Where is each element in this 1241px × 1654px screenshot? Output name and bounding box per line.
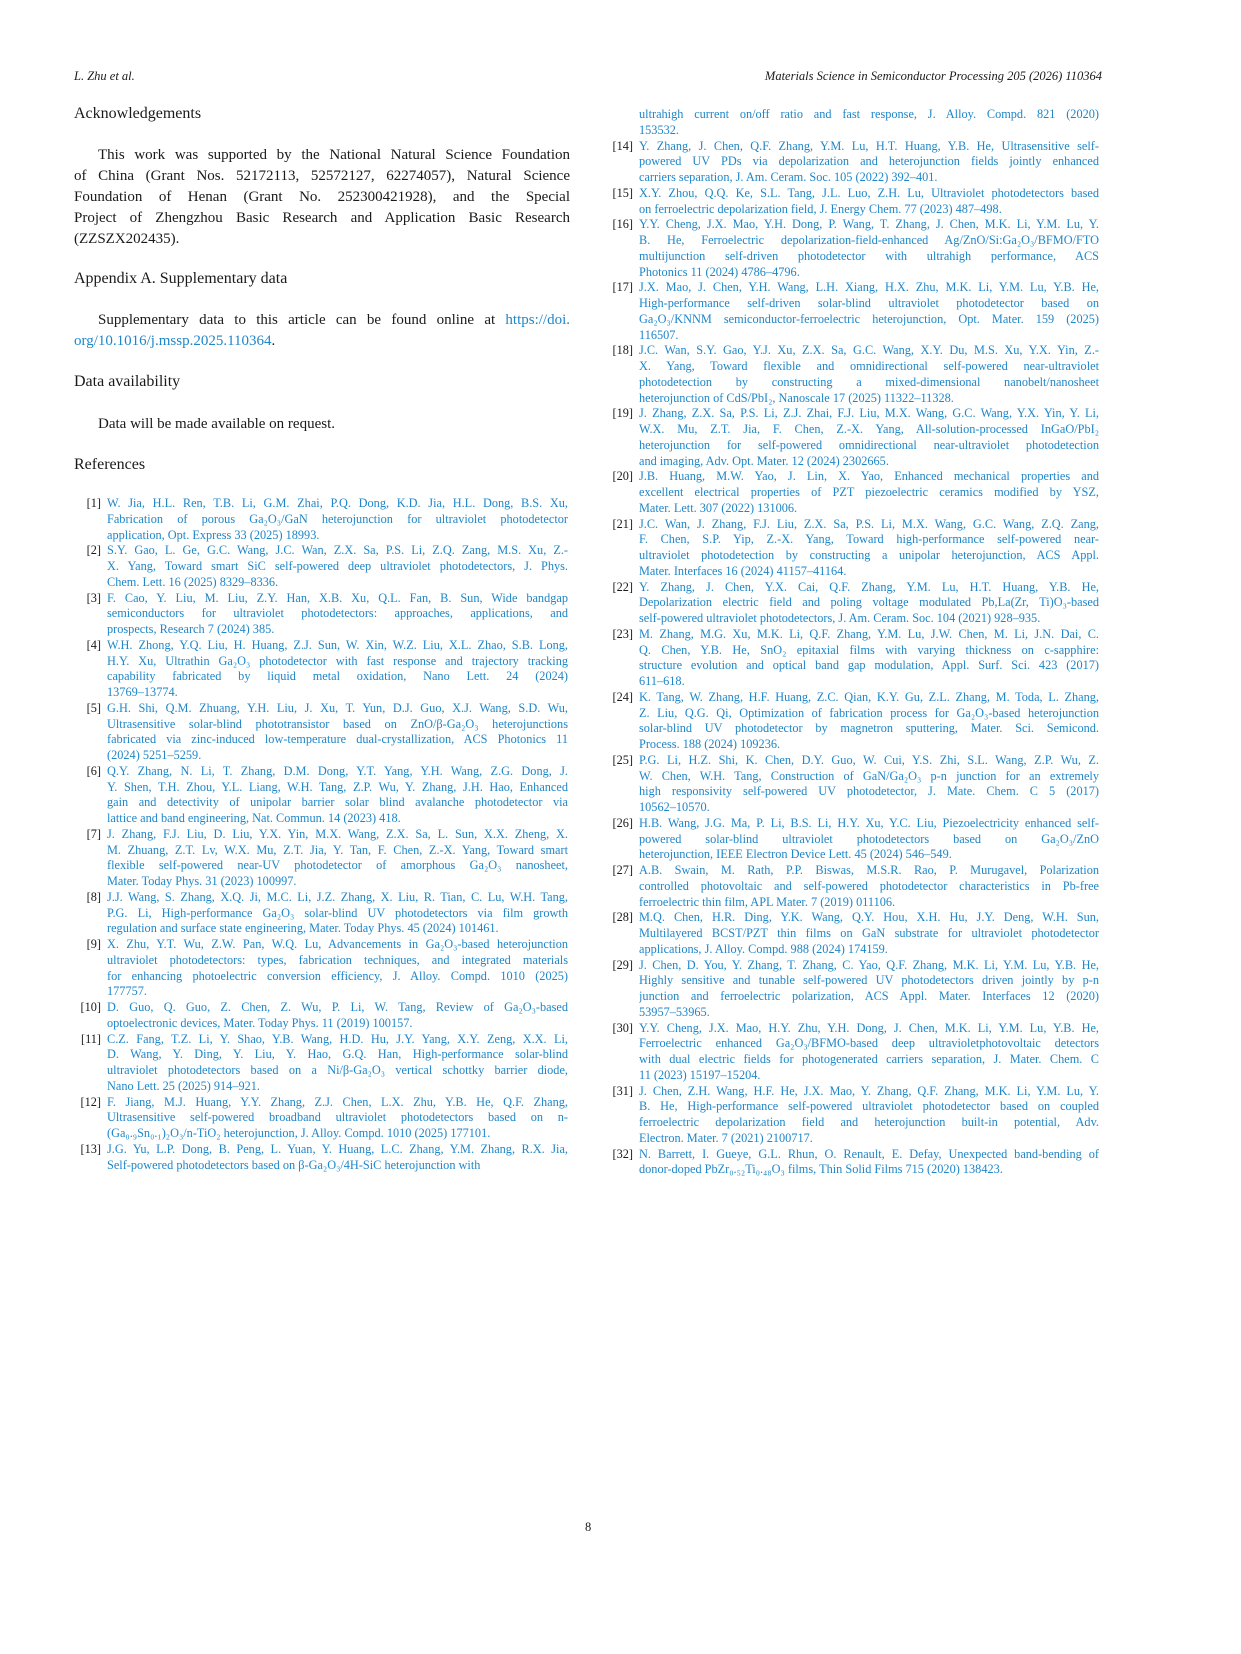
reference-line-link[interactable]: solar-blind UV photodetector by magnetron sputtering, Mater. Sci. Semicond. <box>639 721 1099 736</box>
reference-line-link[interactable]: S.Y. Gao, L. Ge, G.C. Wang, J.C. Wan, Z.X. Sa, P.S. Li, Z.Q. Zang, M.S. Xu, Z.- <box>107 543 568 558</box>
reference-line-link[interactable]: lattice and band engineering, Nat. Commun. 14 (2023) 418. <box>107 811 401 825</box>
reference-number: [2] <box>86 543 101 558</box>
reference-line-link[interactable]: F. Jiang, M.J. Huang, Y.Y. Zhang, Z.J. Chen, L.X. Zhu, Y.B. He, Q.F. Zhang, <box>107 1094 568 1109</box>
reference-line-link[interactable]: powered UV PDs via depolarization and heterojunction fields jointly enhanced <box>639 154 1099 169</box>
reference-line-link[interactable]: semiconductors for ultraviolet photodetectors: approaches, applications, and <box>107 606 568 621</box>
reference-item[interactable] <box>606 690 1099 753</box>
reference-line-link[interactable]: ultraviolet photodetectors: types, fabrication techniques, and integrated materials <box>107 952 568 967</box>
reference-line-link[interactable]: gain and detectivity of unipolar barrier solar blind avalanche photodetector via <box>107 795 568 810</box>
reference-line-link[interactable]: Ferroelectric enhanced Ga₂O₃/BFMO-based deep ultravioletphotovoltaic detectors <box>639 1036 1099 1051</box>
reference-line-link[interactable]: Mater. Interfaces 16 (2024) 41157–41164. <box>639 563 847 578</box>
reference-line-link[interactable]: J. Zhang, Z.X. Sa, P.S. Li, Z.J. Zhai, F.J. Liu, M.X. Wang, G.C. Wang, Y.X. Yin, Y. Li, <box>639 406 1099 421</box>
reference-line-link[interactable]: J. Chen, Z.H. Wang, H.F. He, J.X. Mao, Y. Zhang, Q.F. Zhang, M.K. Li, Y.M. Lu, Y. <box>639 1083 1099 1098</box>
reference-item[interactable] <box>74 638 568 701</box>
reference-line-link[interactable]: heterojunction, IEEE Electron Device Lett. 45 (2024) 546–549. <box>639 847 952 862</box>
reference-line-link[interactable]: 177757. <box>107 984 147 999</box>
reference-line-link[interactable]: Chem. Lett. 16 (2025) 8329–8336. <box>107 574 279 589</box>
reference-line-link[interactable]: H.B. Wang, J.G. Ma, P. Li, B.S. Li, H.Y. Xu, Y.C. Liu, Piezoelectricity enhanced self- <box>639 815 1099 830</box>
running-header-authors: L. Zhu et al. <box>74 69 135 83</box>
acknowledgements-heading: Acknowledgements <box>74 105 202 122</box>
reference-number: [22] <box>612 579 633 594</box>
reference-line-link[interactable]: N. Barrett, I. Gueye, G.L. Rhun, O. Renault, E. Defay, Unexpected band-bending of <box>639 1146 1099 1161</box>
reference-list-right <box>606 107 1099 1178</box>
reference-line-link[interactable]: D. Guo, Q. Guo, Z. Chen, Z. Wu, P. Li, W. Tang, Review of Ga₂O₃-based <box>107 1000 568 1014</box>
reference-line-link[interactable]: X. Yang, Toward flexible and omnidirectional self-powered near-ultraviolet <box>639 359 1099 373</box>
reference-line-link[interactable]: 116507. <box>639 327 679 342</box>
reference-item[interactable] <box>606 753 1099 816</box>
supplementary-sentence: Supplementary data to this article can be found online at <box>98 312 506 328</box>
reference-number: [12] <box>80 1094 101 1109</box>
reference-line-link[interactable]: self-powered ultraviolet photodetectors, J. Am. Ceram. Soc. 104 (2021) 928–935. <box>639 611 1041 625</box>
reference-line-link[interactable]: and imaging, Adv. Opt. Mater. 12 (2024) 2302665. <box>639 453 889 468</box>
reference-line-link[interactable]: X.Y. Zhou, Q.Q. Ke, S.L. Tang, J.L. Luo, Z.H. Lu, Ultraviolet photodetectors based <box>639 185 1099 200</box>
reference-item[interactable] <box>606 469 1099 516</box>
reference-number: [23] <box>612 626 633 641</box>
reference-continuation[interactable] <box>606 107 1099 139</box>
reference-number: [29] <box>612 957 633 972</box>
reference-line-link[interactable]: P.G. Li, High-performance Ga₂O₃ solar-blind UV photodetectors via film growth <box>107 905 568 920</box>
reference-line-link[interactable]: heterojunction of CdS/PbI₂, Nanoscale 17 (2025) 11322–11328. <box>639 390 954 405</box>
doi-link-part1[interactable]: https://doi. <box>505 312 570 328</box>
reference-item[interactable] <box>74 890 568 937</box>
reference-line-link[interactable]: Highly sensitive and tunable self-powered UV photodetectors driven jointly by p-n <box>639 973 1099 988</box>
reference-line-link[interactable]: J.X. Mao, J. Chen, Y.H. Wang, L.H. Xiang, H.X. Zhu, M.K. Li, Y.M. Lu, Y.B. He, <box>639 280 1099 295</box>
reference-line-link[interactable]: Y. Zhang, J. Chen, Y.X. Cai, Q.F. Zhang, Y.M. Lu, H.T. Huang, Y.B. He, <box>639 579 1099 594</box>
reference-line-link[interactable]: J.G. Yu, L.P. Dong, B. Peng, L. Yuan, Y. Huang, L.C. Zhang, Y.M. Zhang, R.X. Jia, <box>107 1141 568 1156</box>
reference-line-link[interactable]: B. He, High-performance self-powered ultraviolet photodetector based on coupled <box>639 1099 1099 1114</box>
reference-item[interactable] <box>74 1032 568 1095</box>
reference-item[interactable] <box>74 1095 568 1142</box>
reference-line-link[interactable]: Depolarization electric field and poling voltage modulated Pb,La(Zr, Ti)O₃-based <box>639 595 1099 610</box>
reference-line-link[interactable]: 53957–53965. <box>639 1004 710 1019</box>
reference-item[interactable] <box>74 1142 568 1174</box>
reference-line-link[interactable]: Multilayered BCST/PZT thin films on GaN substrate for ultraviolet photodetector <box>639 926 1099 940</box>
reference-line-link[interactable]: J. Zhang, F.J. Liu, D. Liu, Y.X. Yin, M.X. Wang, Z.X. Sa, L. Sun, X.X. Zheng, X. <box>107 826 568 841</box>
reference-line-link[interactable]: excellent electrical properties of PZT piezoelectric ceramics modified by YSZ, <box>639 485 1099 499</box>
references-heading: References <box>74 456 146 473</box>
reference-line-link[interactable]: W.X. Mu, Z.T. Jia, F. Chen, Z.-X. Yang, All-solution-processed InGaO/PbI₂ <box>639 422 1099 436</box>
reference-number: [21] <box>612 516 633 531</box>
reference-number: [20] <box>612 469 633 484</box>
reference-line-link[interactable]: prospects, Research 7 (2024) 385. <box>107 622 275 636</box>
reference-number: [18] <box>612 343 633 358</box>
reference-number: [1] <box>86 496 101 510</box>
reference-item[interactable] <box>606 1084 1099 1147</box>
period: . <box>271 333 276 349</box>
reference-line-link[interactable]: high responsivity self-powered UV photodetector, J. Mate. Chem. C 5 (2017) <box>639 784 1099 799</box>
reference-item[interactable] <box>74 827 568 890</box>
reference-item[interactable] <box>606 217 1099 280</box>
acknowledgements-line: (ZZSZX202435). <box>74 231 180 247</box>
reference-line-link[interactable]: G.H. Shi, Q.M. Zhuang, Y.H. Liu, J. Xu, T. Yun, D.J. Guo, X.J. Wang, S.D. Wu, <box>107 700 568 715</box>
reference-item[interactable] <box>606 910 1099 957</box>
reference-line-link[interactable]: J.B. Huang, M.W. Yao, J. Lin, X. Yao, Enhanced mechanical properties and <box>639 469 1099 484</box>
reference-item[interactable] <box>606 186 1099 218</box>
running-header-journal: Materials Science in Semiconductor Processing 205 (2026) 110364 <box>764 69 1102 83</box>
reference-item[interactable] <box>606 139 1099 186</box>
reference-line-link[interactable]: Electron. Mater. 7 (2021) 2100717. <box>639 1130 813 1145</box>
reference-item[interactable] <box>74 764 568 827</box>
reference-line-link[interactable]: ultraviolet photodetection by constructing a unipolar heterojunction, ACS Appl. <box>639 548 1099 562</box>
reference-line-link[interactable]: capability fabricated by liquid metal oxidation, Nano Lett. 24 (2024) <box>107 669 568 684</box>
reference-line-link[interactable]: photodetection by constructing a mixed-dimensional nanobelt/nanosheet <box>639 374 1099 389</box>
reference-line-link[interactable]: M. Zhuang, Z.T. Lv, W.X. Mu, Z.T. Jia, Y. Tan, F. Chen, Z.-X. Yang, Toward smart <box>107 842 568 857</box>
reference-item[interactable] <box>606 1021 1099 1084</box>
reference-item[interactable] <box>74 1000 568 1032</box>
reference-line-link[interactable]: regulation and surface state engineering, Mater. Today Phys. 45 (2024) 101461. <box>107 921 499 936</box>
reference-number: [8] <box>86 889 101 904</box>
reference-line-link[interactable]: powered solar-blind ultraviolet photodetectors based on Ga₂O₃/ZnO <box>639 831 1099 846</box>
reference-number: [5] <box>86 700 101 715</box>
reference-line-link[interactable]: Self-powered photodetectors based on β-Ga₂O₃/4H-SiC heterojunction with <box>107 1157 481 1172</box>
reference-number: [25] <box>612 752 633 767</box>
reference-line-link[interactable]: Z. Liu, Q.G. Qi, Optimization of fabrication process for Ga₂O₃-based heterojunction <box>639 705 1099 720</box>
reference-line-link[interactable]: Mater. Lett. 307 (2022) 131006. <box>639 500 798 515</box>
reference-line-link[interactable]: A.B. Swain, M. Rath, P.P. Biswas, M.S.R. Rao, P. Murugavel, Polarization <box>639 863 1099 877</box>
reference-line-link[interactable]: applications, J. Alloy. Compd. 988 (2024) 174159. <box>639 941 888 956</box>
reference-item[interactable] <box>606 517 1099 580</box>
appendix-heading: Appendix A. Supplementary data <box>74 270 288 287</box>
page-number: 8 <box>585 1520 592 1534</box>
reference-line-link[interactable]: Y. Shen, T.H. Zhou, Y.L. Liang, W.H. Tang, Z.P. Wu, Y. Zhang, J.H. Hao, Enhanced <box>107 779 568 794</box>
reference-line-link[interactable]: heterojunction for self-powered omnidirectional near-ultraviolet photodetection <box>639 437 1099 452</box>
reference-line-link[interactable]: High-performance self-driven solar-blind ultraviolet photodetector based on <box>639 296 1099 310</box>
reference-line-link[interactable]: Y.Y. Cheng, J.X. Mao, H.Y. Zhu, Y.H. Dong, J. Chen, M.K. Li, Y.M. Lu, Y.B. He, <box>639 1020 1099 1035</box>
reference-number: [24] <box>612 689 633 704</box>
reference-line-link[interactable]: (2024) 5251–5259. <box>107 748 202 762</box>
reference-item[interactable] <box>606 343 1099 406</box>
reference-line-link[interactable]: 11 (2023) 15197–15204. <box>639 1067 761 1082</box>
acknowledgements-line: of China (Grant Nos. 52172113, 52572127, 62274057), Natural Science <box>74 168 570 184</box>
reference-line-link[interactable]: Y.Y. Cheng, J.X. Mao, Y.H. Dong, P. Wang, T. Zhang, J. Chen, M.K. Li, Y.M. Lu, Y. <box>639 217 1099 232</box>
reference-number: [6] <box>86 763 101 778</box>
reference-line-link[interactable]: structure evolution and optical band gap modulation, Appl. Surf. Sci. 423 (2017) <box>639 658 1099 673</box>
acknowledgements-line: This work was supported by the National Natural Science Foundation <box>98 147 570 163</box>
reference-item[interactable] <box>606 816 1099 863</box>
reference-item[interactable] <box>606 1147 1099 1179</box>
reference-number: [11] <box>80 1031 101 1046</box>
acknowledgements-text <box>74 145 570 250</box>
reference-line-link[interactable]: flexible self-powered near-UV photodetector of amorphous Ga₂O₃ nanosheet, <box>107 858 568 873</box>
reference-list-left <box>74 496 568 1173</box>
reference-item[interactable] <box>74 591 568 638</box>
reference-line-link[interactable]: B. He, Ferroelectric depolarization-field-enhanced Ag/ZnO/Si:Ga₂O₃/BFMO/FTO <box>639 233 1099 247</box>
acknowledgements-line: Project of Zhengzhou Basic Research and Application Basic Research <box>74 210 570 226</box>
reference-line-link[interactable]: ultrahigh current on/off ratio and fast response, J. Alloy. Compd. 821 (2020) <box>639 107 1099 121</box>
reference-number: [9] <box>86 937 101 951</box>
reference-item[interactable] <box>74 496 568 543</box>
reference-line-link[interactable]: controlled photovoltaic and self-powered photodetector characteristics in Pb-free <box>639 878 1099 893</box>
data-availability-text <box>74 414 570 435</box>
reference-line-link[interactable]: P.G. Li, H.Z. Shi, K. Chen, D.Y. Guo, W. Cui, Y.S. Zhi, S.L. Wang, Z.P. Wu, Z. <box>639 752 1099 767</box>
reference-item[interactable] <box>606 580 1099 627</box>
reference-line-link[interactable]: multijunction self-driven photodetector with ultrahigh performance, ACS <box>639 248 1099 263</box>
reference-line-link[interactable]: fabricated via zinc-induced low-temperature dual-crystallization, ACS Photonics 11 <box>107 732 568 747</box>
reference-number: [3] <box>86 590 101 605</box>
reference-line-link[interactable]: 153532. <box>639 122 679 137</box>
reference-line-link[interactable]: carriers separation, J. Am. Ceram. Soc. 105 (2022) 392–401. <box>639 170 938 184</box>
reference-item[interactable] <box>606 627 1099 690</box>
reference-line-link[interactable]: F. Chen, S.P. Yip, Z.-X. Yang, Toward high-performance self-powered near- <box>639 532 1099 547</box>
reference-line-link[interactable]: Ultrasensitive solar-blind phototransistor based on ZnO/β-Ga₂O₃ heterojunctions <box>107 716 568 731</box>
reference-number: [16] <box>612 217 633 232</box>
reference-number: [15] <box>612 185 633 200</box>
reference-number: [4] <box>86 637 101 652</box>
reference-line-link[interactable]: with dual electric fields for photogenerated carriers separation, J. Mater. Chem. C <box>639 1052 1099 1066</box>
reference-line-link[interactable]: 611–618. <box>639 674 685 688</box>
reference-line-link[interactable]: Mater. Today Phys. 31 (2023) 100997. <box>107 874 297 888</box>
reference-line-link[interactable]: 13769–13774. <box>107 685 178 699</box>
reference-line-link[interactable]: K. Tang, W. Zhang, H.F. Huang, Z.C. Qian, K.Y. Gu, Z.L. Zhang, M. Toda, L. Zhang, <box>639 689 1099 704</box>
reference-line-link[interactable]: ultraviolet photodetectors based on a Ni/β-Ga₂O₃ vertical schottky barrier diode, <box>107 1063 568 1077</box>
reference-number: [13] <box>80 1141 101 1156</box>
reference-item[interactable] <box>74 937 568 1000</box>
reference-number: [30] <box>612 1020 633 1035</box>
data-availability-heading: Data availability <box>74 373 181 390</box>
reference-line-link[interactable]: Fabrication of porous Ga₂O₃/GaN heterojunction for ultraviolet photodetector <box>107 511 568 526</box>
reference-line-link[interactable]: H.Y. Xu, Ultrathin Ga₂O₃ photodetector with fast response and trajectory tracking <box>107 653 568 668</box>
reference-number: [32] <box>612 1146 633 1161</box>
reference-line-link[interactable]: M.Q. Chen, H.R. Ding, Y.K. Wang, Q.Y. Hou, X.H. Hu, J.Y. Deng, W.H. Sun, <box>639 910 1099 925</box>
reference-line-link[interactable]: ferroelectric depolarization field and heterojunction built-in potential, Adv. <box>639 1115 1099 1129</box>
acknowledgements-line: Foundation of Henan (Grant No. 252300421928), and the Special <box>74 189 570 205</box>
reference-line-link[interactable]: Q. Chen, Y.B. He, SnO₂ epitaxial films with varying thickness on c-sapphire: <box>639 642 1099 657</box>
reference-line-link[interactable]: X. Zhu, Y.T. Wu, Z.W. Pan, W.Q. Lu, Advancements in Ga₂O₃-based heterojunction <box>107 937 568 951</box>
reference-line-link[interactable]: optoelectronic devices, Mater. Today Phys. 11 (2019) 100157. <box>107 1015 413 1030</box>
reference-line-link[interactable]: Process. 188 (2024) 109236. <box>639 737 781 751</box>
doi-link-part2[interactable]: org/10.1016/j.mssp.2025.110364 <box>74 333 272 349</box>
reference-line-link[interactable]: junction and ferroelectric polarization, ACS Appl. Mater. Interfaces 12 (2020) <box>639 989 1099 1003</box>
reference-line-link[interactable]: Ga₂O₃/KNNM semiconductor-ferroelectric heterojunction, Opt. Mater. 159 (2025) <box>639 311 1099 326</box>
reference-line-link[interactable]: M. Zhang, M.G. Xu, M.K. Li, Q.F. Zhang, Y.M. Lu, J.W. Chen, M. Li, J.N. Dai, C. <box>639 626 1099 641</box>
reference-line-link[interactable]: J. Chen, D. You, Y. Zhang, T. Zhang, C. Yao, Q.F. Zhang, M.K. Li, Y.M. Lu, Y.B. He, <box>639 957 1099 972</box>
reference-line-link[interactable]: W.H. Zhong, Y.Q. Liu, H. Huang, Z.J. Sun, W. Xin, W.Z. Liu, X.L. Zhao, S.B. Long, <box>107 637 568 652</box>
reference-line-link[interactable]: W. Jia, H.L. Ren, T.B. Li, G.M. Zhai, P.Q. Dong, K.D. Jia, H.L. Dong, B.S. Xu, <box>107 496 568 510</box>
reference-line-link[interactable]: Photonics 11 (2024) 4786–4796. <box>639 264 800 279</box>
reference-line-link[interactable]: ferroelectric thin film, APL Mater. 7 (2019) 011106. <box>639 894 896 909</box>
reference-item[interactable] <box>606 406 1099 469</box>
reference-number: [31] <box>612 1083 633 1098</box>
reference-line-link[interactable]: (Ga₀.₉Sn₀.₁)₂O₃/n-TiO₂ heterojunction, J. Alloy. Compd. 1010 (2025) 177101. <box>107 1126 491 1140</box>
reference-line-link[interactable]: X. Yang, Toward smart SiC self-powered deep ultraviolet photodetectors, J. Phys. <box>107 559 568 573</box>
reference-number: [7] <box>86 826 101 841</box>
reference-item[interactable] <box>606 280 1099 343</box>
reference-line-link[interactable]: F. Cao, Y. Liu, M. Liu, Z.Y. Han, X.B. Xu, Q.L. Fan, B. Sun, Wide bandgap <box>107 590 568 605</box>
reference-line-link[interactable]: J.C. Wan, J. Zhang, F.J. Liu, Z.X. Sa, P.S. Li, M.X. Wang, G.C. Wang, Z.Q. Zang, <box>639 516 1099 531</box>
reference-line-link[interactable]: 10562–10570. <box>639 800 710 814</box>
reference-line-link[interactable]: Y. Zhang, J. Chen, Q.F. Zhang, Y.M. Lu, H.T. Huang, Y.B. He, Ultrasensitive self- <box>639 138 1099 153</box>
supplementary-text <box>74 310 570 352</box>
reference-number: [10] <box>80 1000 101 1014</box>
reference-number: [28] <box>612 910 633 925</box>
reference-line-link[interactable]: donor-doped PbZr₀.₅₂Ti₀.₄₈O₃ films, Thin Solid Films 715 (2020) 138423. <box>639 1162 1003 1177</box>
reference-number: [19] <box>612 406 633 421</box>
reference-line-link[interactable]: on ferroelectric depolarization field, J. Energy Chem. 77 (2023) 487–498. <box>639 201 1002 216</box>
reference-line-link[interactable]: C.Z. Fang, T.Z. Li, Y. Shao, Y.B. Wang, H.D. Hu, J.Y. Yang, X.Y. Zeng, X.X. Li, <box>107 1031 568 1046</box>
reference-line-link[interactable]: D. Wang, Y. Ding, Y. Liu, Y. Hao, G.Q. Han, High-performance solar-blind <box>107 1047 568 1062</box>
reference-item[interactable] <box>606 958 1099 1021</box>
reference-line-link[interactable]: Nano Lett. 25 (2025) 914–921. <box>107 1078 261 1093</box>
reference-number: [17] <box>612 280 633 295</box>
reference-line-link[interactable]: application, Opt. Express 33 (2025) 18993. <box>107 527 320 542</box>
reference-number: [27] <box>612 863 633 877</box>
reference-number: [14] <box>612 138 633 153</box>
reference-line-link[interactable]: J.C. Wan, S.Y. Gao, Y.J. Xu, Z.X. Sa, G.C. Wang, X.Y. Du, M.S. Xu, Y.X. Yin, Z.- <box>639 343 1099 358</box>
reference-line-link[interactable]: Q.Y. Zhang, N. Li, T. Zhang, D.M. Dong, Y.T. Yang, Y.H. Wang, Z.G. Dong, J. <box>107 763 568 778</box>
reference-line-link[interactable]: J.J. Wang, S. Zhang, X.Q. Ji, M.C. Li, J.Z. Zhang, X. Liu, R. Tian, C. Lu, W.H. Tang, <box>107 889 568 904</box>
reference-item[interactable] <box>74 543 568 590</box>
reference-line-link[interactable]: W. Chen, W.H. Tang, Construction of GaN/Ga₂O₃ p-n junction for an extremely <box>639 768 1099 783</box>
reference-item[interactable] <box>74 701 568 764</box>
reference-number: [26] <box>612 815 633 830</box>
reference-line-link[interactable]: Ultrasensitive self-powered broadband ultraviolet photodetectors based on n- <box>107 1110 568 1125</box>
data-availability-sentence: Data will be made available on request. <box>98 416 335 432</box>
reference-item[interactable] <box>606 863 1099 910</box>
reference-line-link[interactable]: for enhancing photoelectric conversion efficiency, J. Alloy. Compd. 1010 (2025) <box>107 968 568 983</box>
